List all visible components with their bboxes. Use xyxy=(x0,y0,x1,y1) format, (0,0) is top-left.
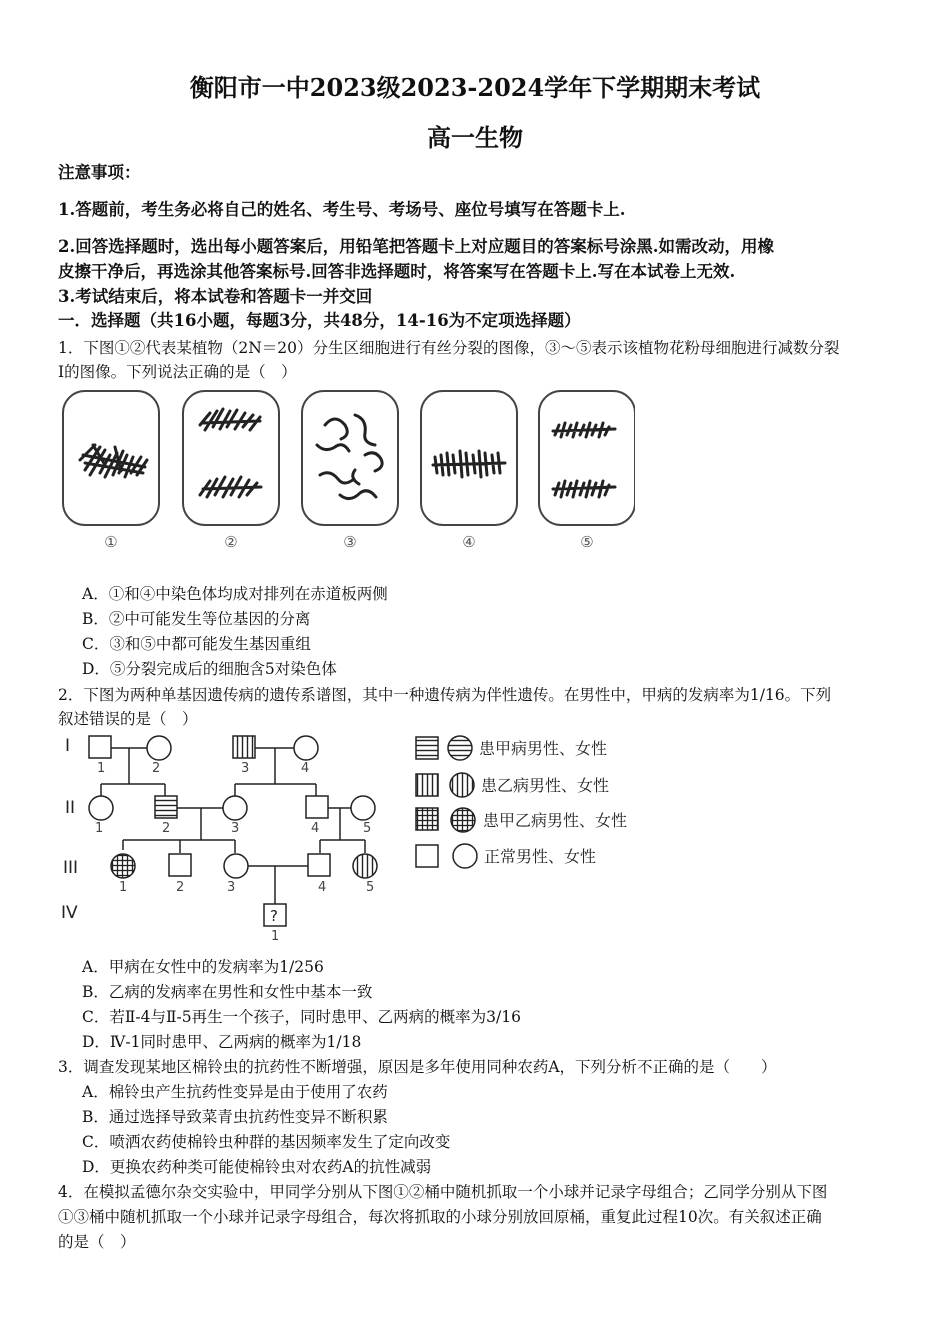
pedigree-II-1-female xyxy=(89,796,113,820)
note-2-line-2: 皮擦干净后，再选涂其他答案标号.回答非选择题时，将答案写在答题卡上.写在本试卷上无效. xyxy=(58,262,736,281)
q1-stem-line-2: Ⅰ的图像。下列说法正确的是（ ） xyxy=(58,363,297,381)
q1-option-d: D．⑤分裂完成后的细胞含5对染色体 xyxy=(82,660,337,678)
pedigree-I-3-male-disease-b xyxy=(233,736,255,758)
pedigree-label-III-2: 2 xyxy=(176,880,185,895)
pedigree-label-I-3: 3 xyxy=(241,761,250,776)
q3-option-c: C．喷洒农药使棉铃虫种群的基因频率发生了定向改变 xyxy=(82,1133,451,1151)
pedigree-label-I-2: 2 xyxy=(152,761,161,776)
q2-option-c: C．若Ⅱ-4与Ⅱ-5再生一个孩子，同时患甲、乙两病的概率为3/16 xyxy=(82,1008,521,1026)
legend-disease-a: 患甲病男性、女性 xyxy=(479,739,608,758)
q2-stem-line-2: 叙述错误的是（ ） xyxy=(58,710,198,728)
pedigree-unknown-mark: ? xyxy=(270,907,278,925)
pedigree-label-II-1: 1 xyxy=(95,821,104,836)
generation-label-1: I xyxy=(65,736,71,756)
pedigree-II-5-female xyxy=(351,796,375,820)
pedigree-legend xyxy=(416,736,627,868)
cell-1-caption: ① xyxy=(104,533,118,551)
q1-option-b: B．②中可能发生等位基因的分离 xyxy=(82,610,311,628)
note-3: 3.考试结束后，将本试卷和答题卡一并交回 xyxy=(58,287,373,306)
generation-label-4: IV xyxy=(61,903,78,923)
legend-disease-b: 患乙病男性、女性 xyxy=(481,776,610,795)
q2-stem-line-1: 2．下图为两种单基因遗传病的遗传系谱图，其中一种遗传病为伴性遗传。在男性中，甲病的发病率为1/16。下列 xyxy=(58,686,832,704)
pedigree-label-I-4: 4 xyxy=(301,761,310,776)
q3-stem: 3．调查发现某地区棉铃虫的抗药性不断增强，原因是多年使用同种农药A，下列分析不正确的是（ ） xyxy=(58,1058,777,1076)
q4-stem-line-2: ①③桶中随机抓取一个小球并记录字母组合，每次将抓取的小球分别放回原桶，重复此过程10次。有关叙述正确 xyxy=(58,1208,822,1226)
pedigree-label-II-4: 4 xyxy=(311,821,320,836)
q2-option-b: B．乙病的发病率在男性和女性中基本一致 xyxy=(82,983,373,1001)
pedigree-label-III-4: 4 xyxy=(318,880,327,895)
cell-4-image xyxy=(421,391,517,525)
pedigree-label-III-5: 5 xyxy=(366,880,375,895)
pedigree-label-III-3: 3 xyxy=(227,880,236,895)
cell-2-caption: ② xyxy=(224,533,238,551)
legend-normal: 正常男性、女性 xyxy=(484,847,597,866)
pedigree-III-3-female xyxy=(224,854,248,878)
cell-2-image xyxy=(183,391,279,525)
pedigree-I-4-female xyxy=(294,736,318,760)
pedigree-III-4-male xyxy=(308,854,330,876)
pedigree-label-III-1: 1 xyxy=(119,880,128,895)
pedigree-II-2-male-disease-a xyxy=(155,796,177,818)
notes-heading: 注意事项： xyxy=(58,163,141,182)
pedigree-label-II-2: 2 xyxy=(162,821,171,836)
cell-division-figure xyxy=(55,385,635,530)
note-2-line-1: 2.回答选择题时，选出每小题答案后，用铅笔把答题卡上对应题目的答案标号涂黑.如需改动，用橡 xyxy=(58,237,774,256)
pedigree-label-I-1: 1 xyxy=(97,761,106,776)
cell-3-caption: ③ xyxy=(343,533,357,551)
pedigree-I-1-male xyxy=(89,736,111,758)
pedigree-III-5-female-disease-b xyxy=(353,854,377,878)
section-1-heading: 一．选择题（共16小题，每题3分，共48分，14-16为不定项选择题） xyxy=(58,311,581,330)
generation-label-3: III xyxy=(63,858,79,878)
q3-option-a: A．棉铃虫产生抗药性变异是由于使用了农药 xyxy=(82,1083,388,1101)
q1-option-c: C．③和⑤中都可能发生基因重组 xyxy=(82,635,311,653)
pedigree-I-2-female xyxy=(147,736,171,760)
cell-1-image xyxy=(63,391,159,525)
note-1: 1.答题前，考生务必将自己的姓名、考生号、考场号、座位号填写在答题卡上. xyxy=(58,200,626,219)
q1-stem-line-1: 1．下图①②代表某植物（2N＝20）分生区细胞进行有丝分裂的图像，③～⑤表示该植物花粉母细胞进行减数分裂 xyxy=(58,339,840,357)
pedigree-label-IV-1: 1 xyxy=(271,929,280,944)
cell-4-caption: ④ xyxy=(462,533,476,551)
pedigree-II-4-male xyxy=(306,796,328,818)
exam-title: 衡阳市一中2023级2023-2024学年下学期期末考试 xyxy=(189,73,761,102)
pedigree-chart xyxy=(55,728,645,948)
pedigree-III-2-male xyxy=(169,854,191,876)
q4-stem-line-1: 4．在模拟孟德尔杂交实验中，甲同学分别从下图①②桶中随机抓取一个小球并记录字母组合；乙同学分别从下图 xyxy=(58,1183,828,1201)
pedigree-II-3-female xyxy=(223,796,247,820)
pedigree-label-II-3: 3 xyxy=(231,821,240,836)
exam-subject: 高一生物 xyxy=(427,123,523,152)
generation-label-2: II xyxy=(65,798,76,818)
q2-option-a: A．甲病在女性中的发病率为1/256 xyxy=(82,958,324,976)
q3-option-b: B．通过选择导致菜青虫抗药性变异不断积累 xyxy=(82,1108,388,1126)
pedigree-III-1-female-disease-ab xyxy=(111,854,135,878)
cell-3-image xyxy=(302,391,398,525)
cell-5-caption: ⑤ xyxy=(580,533,594,551)
q1-option-a: A．①和④中染色体均成对排列在赤道板两侧 xyxy=(82,585,388,603)
legend-disease-ab: 患甲乙病男性、女性 xyxy=(483,811,628,830)
q3-option-d: D．更换农药种类可能使棉铃虫对农药A的抗性减弱 xyxy=(82,1158,432,1176)
pedigree-label-II-5: 5 xyxy=(363,821,372,836)
cell-5-image xyxy=(539,391,635,525)
q4-stem-line-3: 的是（ ） xyxy=(58,1233,136,1251)
q2-option-d: D．Ⅳ-1同时患甲、乙两病的概率为1/18 xyxy=(82,1033,362,1051)
